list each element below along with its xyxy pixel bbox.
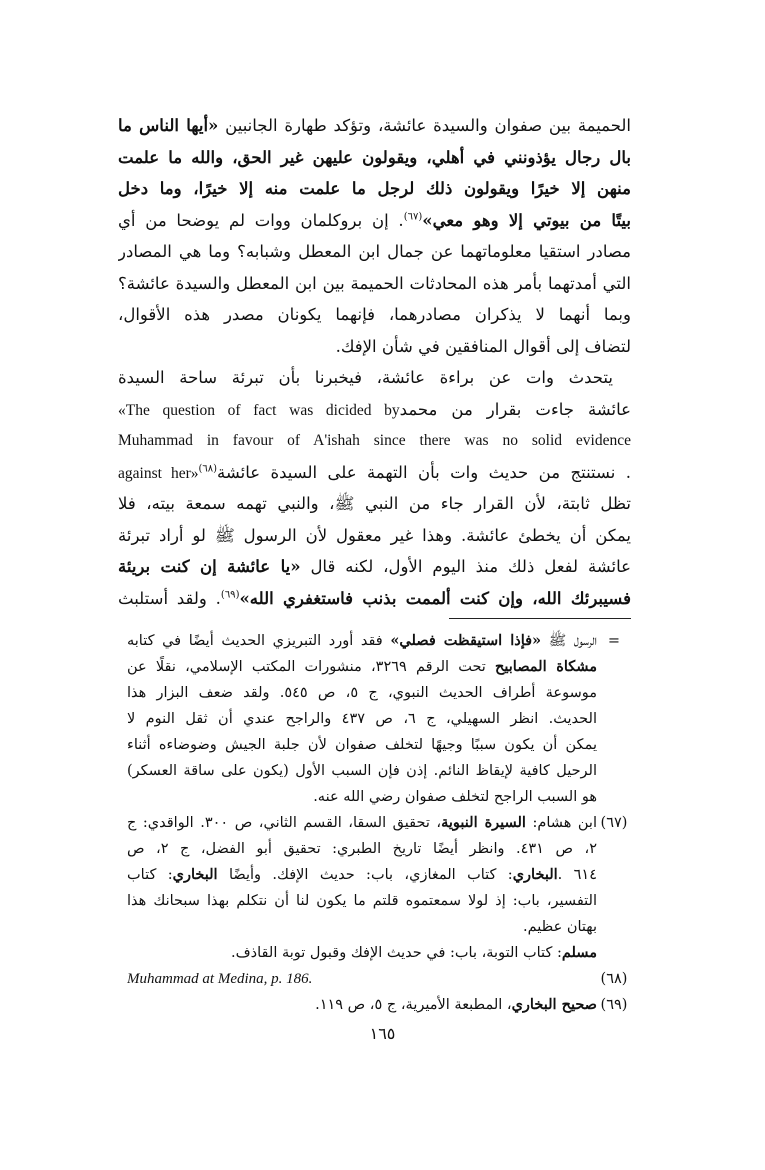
bold-text: البخاري <box>172 866 218 883</box>
footnote-number: (٦٧) <box>600 815 628 831</box>
text-line <box>118 520 631 552</box>
text-run: الحميمة بين صفوان والسيدة عائشة، وتؤكد طهارة الجانبين <box>218 116 631 135</box>
text-run: ابن هشام: <box>525 815 597 831</box>
footnote-number: (٦٩) <box>600 997 628 1013</box>
text-run: ، المطبعة الأميرية، ج ٥، ص ١١٩. <box>315 997 512 1013</box>
text-run: هو السبب الراجح لتخلف صفوان رضي الله عنه. <box>313 789 597 805</box>
text-line <box>118 331 631 363</box>
bold-text: بيتًا من بيوتي إلا وهو معي» <box>422 210 631 230</box>
text-line <box>118 110 631 142</box>
footnote-line <box>118 862 597 888</box>
footnote-text <box>127 992 597 1018</box>
footnote-line <box>118 680 597 706</box>
text-run: مصادر استقيا معلوماتهما عن جمال ابن المعطل وشبابه؟ وما هي المصادر <box>118 242 631 261</box>
text-run: يمكن أن يخطئ عائشة. وهذا غير معقول لأن الرسول ﷺ لو أراد تبرئة <box>118 525 631 545</box>
footnote-line <box>118 914 597 940</box>
footnote-number: (٦٨) <box>600 971 628 987</box>
text-run: Muhammad at Medina, p. 186. <box>127 971 313 987</box>
bold-text: مسلم <box>561 944 597 961</box>
text-line <box>118 583 631 615</box>
footnote-line <box>118 888 597 914</box>
footnote-line <box>118 810 628 836</box>
footnote-text <box>127 732 597 758</box>
footnote-line <box>118 992 628 1018</box>
footnote-text <box>127 914 597 940</box>
footnote-line <box>118 940 597 966</box>
text-run: التي أمدتهما بأمر هذه المحادثات الحميمة بين ابن المعطل والسيدة عائشة؟ <box>118 273 631 293</box>
footnote-line <box>118 706 597 732</box>
text-line <box>118 268 631 300</box>
bold-text: «أيها الناس ما <box>118 116 219 135</box>
text-run: يتحدث وات عن براءة عائشة، فيخبرنا بأن تبرئة ساحة السيدة <box>118 368 613 387</box>
text-run: : كتاب المغازي، باب: حديث الإفك. وأيضًا <box>217 867 513 883</box>
footnote-ref: (٦٩) <box>220 589 240 600</box>
text-line <box>118 394 631 426</box>
footnote-text <box>127 784 597 810</box>
footnote-text <box>127 680 597 706</box>
bold-text: «فإذا استيقظت فصلي» <box>390 632 542 649</box>
footnote-text <box>127 810 597 836</box>
bold-text: منهن إلا خيرًا ويقولون ذلك لرجل ما علمت منه إلا خيرًا، وما دخل <box>118 179 631 198</box>
text-line <box>118 457 631 489</box>
footnote-text <box>127 628 597 654</box>
text-run: : كتاب التوبة، باب: في حديث الإفك وقبول توبة القاذف. <box>231 945 562 961</box>
text-line <box>118 142 631 174</box>
text-run: الرسول ﷺ <box>541 633 597 649</box>
text-run: تظل ثابتة، لأن القرار جاء من النبي ﷺ، والنبي تهمه سمعة بيته، فلا <box>118 494 631 513</box>
text-run: . نستنتج من حديث وات بأن التهمة على السيدة عائشة <box>217 462 631 482</box>
text-run: وبما أنهما لا يذكران مصادرهما، فإنهما يكونان مصدر هذه الأقوال، <box>118 305 631 324</box>
footnote-text <box>127 836 597 862</box>
text-run: عائشة لفعل ذلك منذ اليوم الأول، لكنه قال <box>300 557 631 576</box>
text-line <box>118 488 631 520</box>
bold-text: البخاري <box>512 866 558 883</box>
footnote-number: = <box>607 633 621 649</box>
text-run: : كتاب <box>127 867 173 883</box>
bold-text: السيرة النبوية <box>441 814 526 831</box>
text-line <box>118 551 631 583</box>
footnote-line <box>118 654 597 680</box>
text-run: ٢، ص ٤٣١. وانظر أيضًا تاريخ الطبري: تحقيق أبو الفضل، ج ٢، ص <box>127 841 597 857</box>
footnote-ref: (٦٨) <box>198 463 218 474</box>
footnotes <box>118 628 631 1018</box>
text-run: فقد أورد التبريزي الحديث أيضًا في كتابه <box>127 633 391 649</box>
text-run: الحديث. انظر السهيلي، ج ٦، ص ٤٣٧ والراجح عندي أن ثقل النوم لا <box>127 711 597 727</box>
bold-text: فسيبرئك الله، وإن كنت ألممت بذنب فاستغفري الله» <box>239 588 631 608</box>
footnote-text <box>127 862 597 888</box>
text-line <box>118 205 631 237</box>
text-line <box>118 299 631 331</box>
text-run: تحت الرقم ٣٢٦٩، منشورات المكتب الإسلامي، نقلًا عن <box>127 659 496 675</box>
page-number: ١٦٥ <box>369 1024 396 1043</box>
footnote-text <box>127 706 597 732</box>
english-quote: «The question of fact was dicided by <box>118 401 400 419</box>
footnote-separator <box>449 618 631 619</box>
footnote-line <box>118 628 621 654</box>
footnote-text <box>127 888 597 914</box>
footnote-text <box>127 654 597 680</box>
footnote-line <box>118 732 597 758</box>
text-run: الرحيل كافية لإيقاظ النائم. إذن فإن السبب الأول (يكون على ساقة العسكر) <box>127 763 597 779</box>
text-run: ، تحقيق السقا، القسم الثاني، ص ٣٠٠. الواقدي: ج <box>127 815 442 831</box>
footnote-line <box>118 784 597 810</box>
footnote-text <box>127 758 597 784</box>
footnote-text <box>127 940 597 966</box>
text-line <box>118 362 631 394</box>
body-text <box>118 110 631 614</box>
bold-text: صحيح البخاري <box>511 996 597 1013</box>
text-run: Muhammad in favour of A'ishah since there was no solid evidence <box>118 432 631 449</box>
text-run: عائشة جاءت بقرار من محمد <box>399 399 631 419</box>
text-run: . إن بروكلمان ووات لم يوضحا من أي <box>118 210 404 230</box>
bold-text: «يا عائشة إن كنت بريئة <box>118 557 301 576</box>
text-line <box>118 173 631 205</box>
footnote-line <box>118 966 628 992</box>
text-run: موسوعة أطراف الحديث النبوي، ج ٥، ص ٥٤٥. ولقد ضعف البزار هذا <box>127 685 597 701</box>
footnote-ref: (٦٧) <box>403 211 423 222</box>
bold-text: بال رجال يؤذونني في أهلي، ويقولون عليهن غير الحق، والله ما علمت <box>118 147 631 167</box>
text-run: بهتان عظيم. <box>523 919 597 935</box>
text-run: لتضاف إلى أقوال المنافقين في شأن الإفك. <box>335 336 631 356</box>
bold-text: مشكاة المصابيح <box>495 658 597 675</box>
text-run: . ولقد أستلبث <box>118 588 221 608</box>
text-line <box>118 425 631 457</box>
text-run: ٦١٤ . <box>557 867 597 883</box>
english-quote: against her» <box>118 464 199 482</box>
text-run: يمكن أن يكون سببًا وجيهًا لتخلف صفوان لأن جلبة الجيش وضوضاءه أثناء <box>127 737 597 753</box>
footnote-line <box>118 758 597 784</box>
text-line <box>118 236 631 268</box>
footnote-line <box>118 836 597 862</box>
text-run: التفسير، باب: إذ لولا سمعتموه قلتم ما يكون لنا أن نتكلم بهذا سبحانك هذا <box>127 893 597 909</box>
footnote-text <box>127 966 597 992</box>
